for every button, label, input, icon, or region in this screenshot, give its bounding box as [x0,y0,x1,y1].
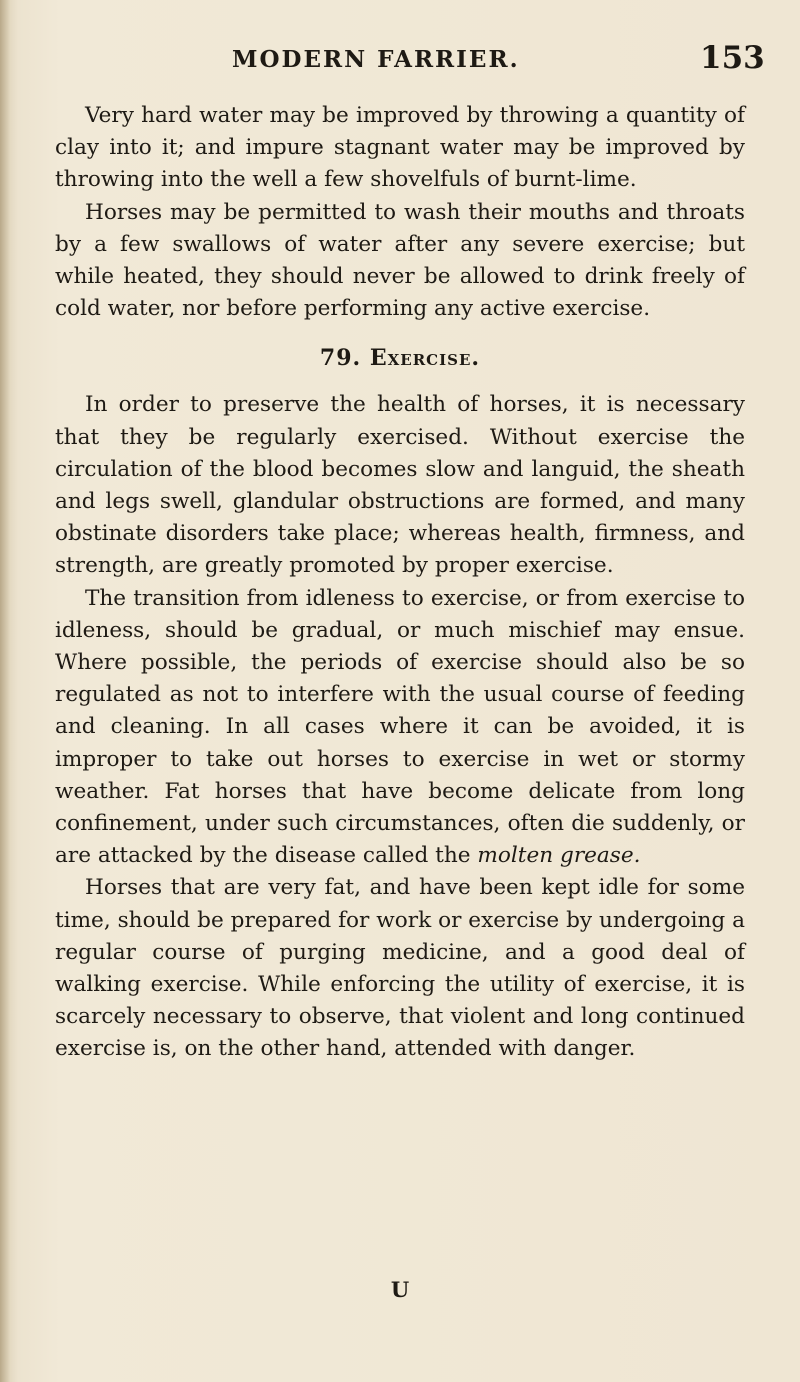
page-body [55,100,745,1066]
paragraph-exercise-health: In order to preserve the health of horses, it is necessary that they be regularly exercised. Without exercise the circulation of the blood becomes slow and languid, the sheath and legs swell, glandular obstructions are formed, and many obstinate disorders take place; whereas health, firmness, and strength, are greatly promoted by proper exercise. [55,392,745,579]
page-number: 153 [700,40,765,76]
paragraph-water-improvement: Very hard water may be improved by throwing a quantity of clay into it; and impure stagnant water may be improved by throwing into the well a few shovelfuls of burnt-lime. [55,103,745,193]
paragraph-fat-horses: Horses that are very fat, and have been kept idle for some time, should be prepared for work or exercise by undergoing a regular course of purging medicine, and a good deal of walking exercise. While enforcing the utility of exercise, it is scarcely necessary to observe, that violent and long continued exercise is, on the other hand, attended with danger. [55,875,745,1062]
page-header [0,38,800,78]
paragraph-transition [55,583,745,873]
section-number: 79. [319,345,362,372]
section-title: Exercise. [369,345,481,372]
running-head: MODERN FARRIER. [232,46,520,73]
paragraph-transition-text: The transition from idleness to exercise, or from exercise to idleness, should be gradual, or much mischief may ensue. Where possible, the periods of exercise should also be so regulated as not to interfere with the usual course of feeding and cleaning. In all cases where it can be avoided, it is improper to take out horses to exercise in wet or stormy weather. Fat horses that have become delicate from long confinement, under such circumstances, often die suddenly, or are attacked by the disease called the [55,585,745,869]
italic-term: molten grease. [477,843,641,869]
signature-mark: U [390,1277,410,1302]
paragraph-watering-after-exercise: Horses may be permitted to wash their mouths and throats by a few swallows of water after any severe exercise; but while heated, they should never be allowed to drink freely of cold water, nor before performing any active exercise. [55,199,745,322]
section-heading [55,345,745,371]
binding-gutter [0,0,10,1382]
